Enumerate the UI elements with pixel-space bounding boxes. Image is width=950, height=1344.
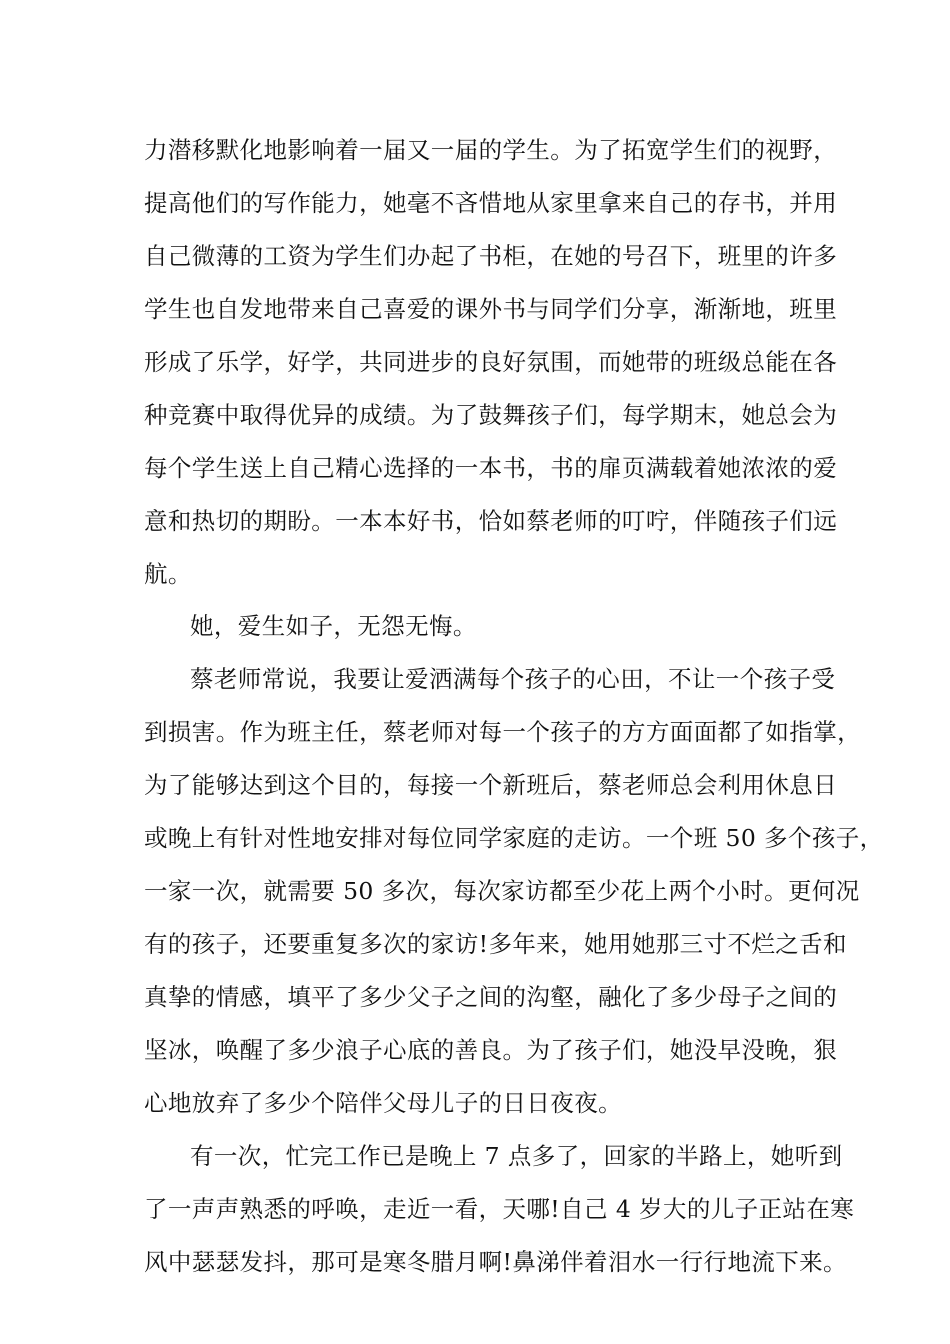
body-text-line: 提高他们的写作能力，她毫不吝惜地从家里拿来自己的存书，并用 [144, 189, 838, 217]
body-text-line: 有的孩子，还要重复多次的家访!多年来，她用她那三寸不烂之舌和 [144, 930, 847, 958]
body-text-line: 种竞赛中取得优异的成绩。为了鼓舞孩子们，每学期末，她总会为 [144, 401, 838, 429]
body-text-line: 风中瑟瑟发抖，那可是寒冬腊月啊!鼻涕伴着泪水一行行地流下来。 [144, 1248, 847, 1276]
body-text-line: 心地放弃了多少个陪伴父母儿子的日日夜夜。 [144, 1089, 622, 1117]
body-text-line: 力潜移默化地影响着一届又一届的学生。为了拓宽学生们的视野， [144, 136, 838, 164]
body-text-line: 坚冰，唤醒了多少浪子心底的善良。为了孩子们，她没早没晚，狠 [144, 1036, 838, 1064]
body-text-line: 每个学生送上自己精心选择的一本书，书的扉页满载着她浓浓的爱 [144, 454, 838, 482]
body-text-line: 学生也自发地带来自己喜爱的课外书与同学们分享，渐渐地，班里 [144, 295, 838, 323]
body-text-line: 为了能够达到这个目的，每接一个新班后，蔡老师总会利用休息日 [144, 771, 838, 799]
body-text-line: 自己微薄的工资为学生们办起了书柜，在她的号召下，班里的许多 [144, 242, 838, 270]
body-text-line: 蔡老师常说，我要让爱洒满每个孩子的心田，不让一个孩子受 [190, 665, 836, 693]
body-text-line: 意和热切的期盼。一本本好书，恰如蔡老师的叮咛，伴随孩子们远 [144, 507, 838, 535]
body-text-line: 航。 [144, 560, 192, 588]
body-text-line: 真挚的情感，填平了多少父子之间的沟壑，融化了多少母子之间的 [144, 983, 838, 1011]
body-text-line: 有一次，忙完工作已是晚上 7 点多了，回家的半路上，她听到 [190, 1142, 843, 1170]
body-text-line: 了一声声熟悉的呼唤，走近一看，天哪!自己 4 岁大的儿子正站在寒 [144, 1195, 855, 1223]
body-text-line: 到损害。作为班主任，蔡老师对每一个孩子的方方面面都了如指掌， [144, 718, 861, 746]
body-text-line: 她，爱生如子，无怨无悔。 [190, 612, 477, 640]
body-text-line: 形成了乐学，好学，共同进步的良好氛围，而她带的班级总能在各 [144, 348, 838, 376]
body-text-line: 或晚上有针对性地安排对每位同学家庭的走访。一个班 50 多个孩子， [144, 824, 884, 852]
body-text-line: 一家一次，就需要 50 多次，每次家访都至少花上两个小时。更何况 [144, 877, 860, 905]
